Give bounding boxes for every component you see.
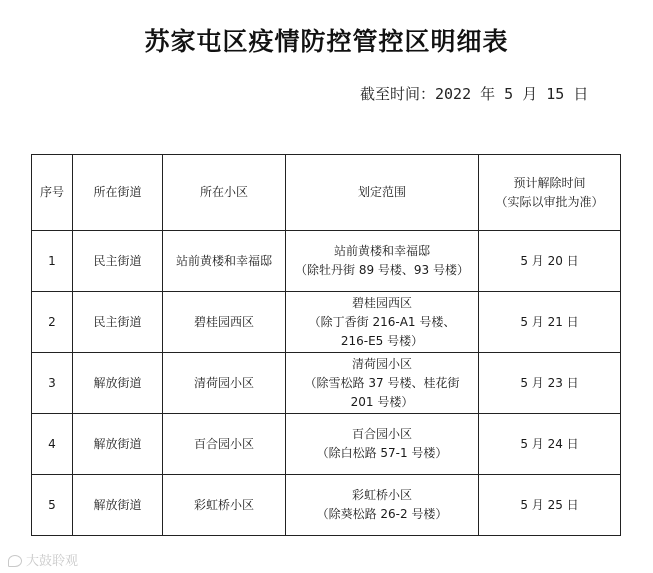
- cell-seq: 2: [32, 292, 73, 353]
- cell-release: 5 月 20 日: [479, 231, 621, 292]
- cell-release: 5 月 23 日: [479, 353, 621, 414]
- cell-street: 解放街道: [73, 353, 163, 414]
- cell-street: 解放街道: [73, 414, 163, 475]
- scope-line: 216-E5 号楼）: [340, 333, 424, 348]
- cell-seq: 1: [32, 231, 73, 292]
- cell-community: 百合园小区: [163, 414, 286, 475]
- cell-street: 民主街道: [73, 231, 163, 292]
- cell-release: 5 月 24 日: [479, 414, 621, 475]
- scope-line: （除丁香街 216-A1 号楼、: [308, 314, 456, 329]
- table-row: [32, 353, 621, 414]
- header-community: 所在小区: [163, 155, 286, 231]
- header-seq: 序号: [32, 155, 73, 231]
- cell-community: 彩虹桥小区: [163, 475, 286, 536]
- watermark-text: 大鼓聆观: [26, 554, 79, 569]
- table-row: [32, 292, 621, 353]
- cell-scope: [286, 353, 479, 414]
- scope-line: 清荷园小区: [351, 356, 412, 371]
- cell-street: 民主街道: [73, 292, 163, 353]
- scope-line: （除白松路 57-1 号楼）: [316, 446, 448, 460]
- header-release: [479, 155, 621, 231]
- cell-release: 5 月 21 日: [479, 292, 621, 353]
- cutoff-date: 截至时间：2022 年 5 月 15 日: [360, 85, 589, 103]
- cell-scope: [286, 475, 479, 536]
- header-scope: 划定范围: [286, 155, 479, 231]
- cell-community: 碧桂园西区: [163, 292, 286, 353]
- scope-line: （除牡丹街 89 号楼、93 号楼）: [295, 263, 469, 277]
- cell-release: 5 月 25 日: [479, 475, 621, 536]
- scope-line: 彩虹桥小区: [351, 488, 412, 502]
- watermark: [8, 550, 78, 569]
- cell-scope: [286, 231, 479, 292]
- scope-line: （除葵松路 26-2 号楼）: [316, 507, 448, 521]
- control-zone-table: [31, 154, 621, 536]
- cell-street: 解放街道: [73, 475, 163, 536]
- table-row: [32, 475, 621, 536]
- table-row: [32, 414, 621, 475]
- scope-line: 201 号楼）: [350, 394, 414, 409]
- speech-bubble-icon: [8, 555, 22, 567]
- scope-line: 碧桂园西区: [351, 295, 412, 310]
- header-release-line1: 预计解除时间: [513, 175, 586, 190]
- scope-line: （除雪松路 37 号楼、桂花街: [304, 375, 460, 390]
- cell-community: 清荷园小区: [163, 353, 286, 414]
- cell-seq: 4: [32, 414, 73, 475]
- table-header-row: [32, 155, 621, 231]
- scope-line: 站前黄楼和幸福邸: [333, 244, 430, 258]
- page-title: 苏家屯区疫情防控管控区明细表: [144, 27, 509, 56]
- cell-scope: [286, 292, 479, 353]
- cell-scope: [286, 414, 479, 475]
- header-street: 所在街道: [73, 155, 163, 231]
- table-row: [32, 231, 621, 292]
- header-release-line2: （实际以审批为准）: [495, 194, 604, 209]
- cell-community: 站前黄楼和幸福邸: [163, 231, 286, 292]
- cell-seq: 3: [32, 353, 73, 414]
- scope-line: 百合园小区: [351, 427, 412, 441]
- cell-seq: 5: [32, 475, 73, 536]
